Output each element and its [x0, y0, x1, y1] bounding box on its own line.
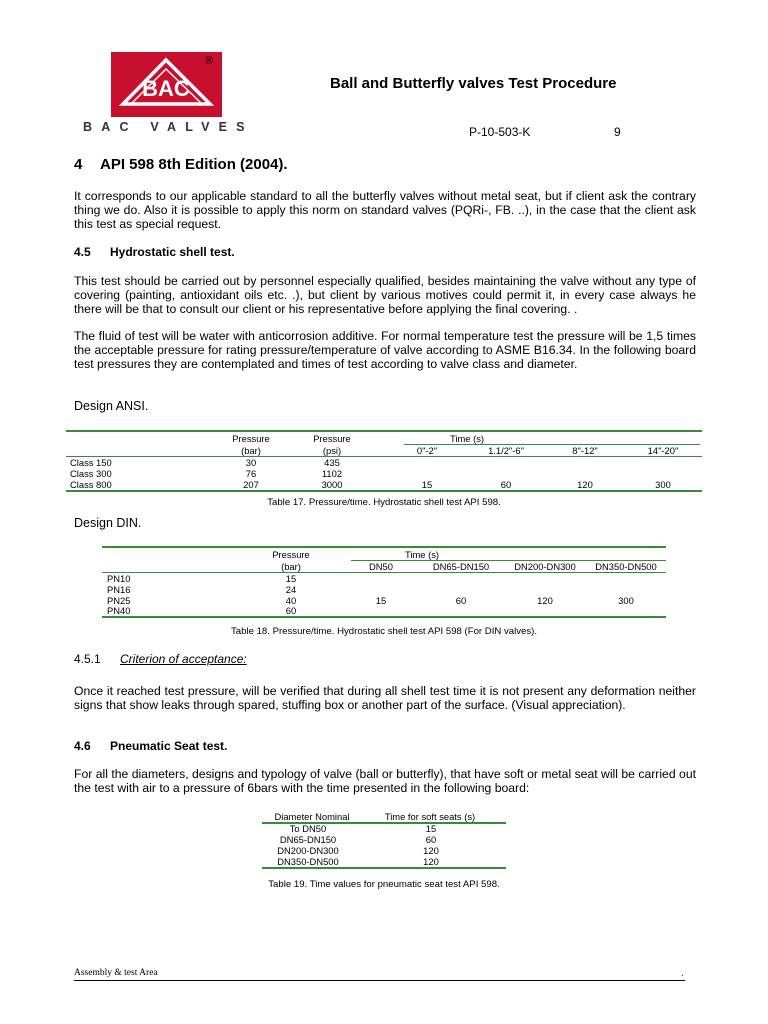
row-label: PN16: [107, 584, 131, 595]
col-subheader: 1.1/2"-6": [488, 445, 524, 456]
table-cell: DN350-DN500: [277, 856, 339, 867]
col-header: Time (s): [404, 549, 440, 560]
table-cell: 24: [285, 584, 297, 595]
table-cell: 120: [423, 856, 439, 867]
footer-rule: [74, 980, 685, 981]
row-label: Class 300: [70, 468, 112, 479]
section-4-5-paragraph-1: This test should be carried out by personnel especially qualified, besides maintaining the valve without any type of covering (painting, antioxidant oils etc. .), but client by various motives could permit it, in every case always he there will be that to consult our client or his representative before applying the final covering. .: [74, 274, 696, 316]
row-label: PN10: [107, 573, 131, 584]
table-cell: 207: [243, 479, 259, 490]
table-cell: 120: [537, 595, 553, 606]
design-ansi-label: Design ANSI.: [74, 399, 149, 413]
document-code: P-10-503-K: [469, 125, 531, 139]
table-cell: 120: [577, 479, 593, 490]
table-bottom-rule: [262, 867, 506, 869]
section-4-5-1-paragraph: Once it reached test pressure, will be verified that during all shell test time it is not present any deformation neither signs that show leaks through spared, stuffing box or another part of the surface. (Visual appreciation).: [74, 684, 696, 712]
col-header: Time (s): [449, 433, 485, 444]
col-header: Pressure: [313, 433, 351, 444]
table-cell: 3000: [321, 479, 343, 490]
col-header: Time for soft seats (s): [384, 811, 476, 822]
table-cell: 60: [500, 479, 512, 490]
section-4-intro: It corresponds to our applicable standard to all the butterfly valves without metal seat, but if client ask the contrary thing we do. Also it is possible to apply this norm on standard valves (PQRi-, FB. ..), in the case that the client ask this test as special request.: [74, 189, 696, 231]
row-label: Class 150: [70, 457, 112, 468]
table-cell: 435: [324, 457, 340, 468]
section-number: 4.5.1: [74, 652, 101, 666]
col-subheader: (bar): [281, 561, 301, 572]
table-cell: DN65-DN150: [279, 834, 337, 845]
table-cell: 15: [285, 573, 297, 584]
section-title: Hydrostatic shell test.: [110, 245, 235, 259]
col-subheader: 8"-12": [572, 445, 598, 456]
design-din-label: Design DIN.: [74, 516, 142, 530]
table-cell: 15: [375, 595, 387, 606]
section-title: Criterion of acceptance:: [120, 652, 247, 666]
table-cell: 15: [421, 479, 433, 490]
brand-name: BAC VALVES: [83, 120, 254, 134]
table-cell: 40: [285, 595, 297, 606]
col-subheader: (bar): [241, 445, 261, 456]
table-19-caption: Table 19. Time values for pneumatic seat test API 598.: [268, 879, 500, 890]
footer-text: Assembly & test Area: [74, 968, 158, 978]
table-cell: DN200-DN300: [277, 845, 339, 856]
row-label: PN40: [107, 605, 131, 616]
table-cell: 60: [455, 595, 467, 606]
table-cell: 1102: [321, 468, 343, 479]
col-subheader: 0"-2": [416, 445, 438, 456]
table-18-caption: Table 18. Pressure/time. Hydrostatic shell test API 598 (For DIN valves).: [230, 626, 538, 637]
table-cell: 15: [425, 823, 437, 834]
table-17-caption: Table 17. Pressure/time. Hydrostatic shell test API 598.: [267, 497, 501, 508]
section-4-6-paragraph: For all the diameters, designs and typology of valve (ball or butterfly), that have soft or metal seat will be carried out the test with air to a pressure of 6bars with the time presented in the following board:: [74, 767, 696, 795]
col-header: Diameter Nominal: [274, 811, 350, 822]
col-header: Pressure: [272, 549, 310, 560]
section-number: 4.5: [74, 245, 91, 259]
section-number: 4.6: [74, 739, 91, 753]
table-cell: 30: [245, 457, 257, 468]
section-4-5-paragraph-2: The fluid of test will be water with anticorrosion additive. For normal temperature test the pressure will be 1,5 times the acceptable pressure for rating pressure/temperature of valve according to ASME B16.34. In the following board test pressures they are contemplated and times of test according to valve class and diameter.: [74, 329, 696, 371]
col-subheader: DN50: [369, 561, 393, 572]
col-subheader: (psi): [322, 445, 342, 456]
col-subheader: DN65-DN150: [432, 561, 490, 572]
section-number: 4: [74, 156, 83, 173]
row-label: Class 800: [70, 479, 112, 490]
section-title: Pneumatic Seat test.: [110, 739, 228, 753]
section-title: API 598 8th Edition (2004).: [100, 156, 288, 173]
table-cell: 300: [655, 479, 671, 490]
table-cell: 120: [423, 845, 439, 856]
table-cell: 60: [285, 605, 297, 616]
table-cell: To DN50: [289, 823, 327, 834]
col-subheader: DN350-DN500: [595, 561, 657, 572]
table-cell: 76: [245, 468, 257, 479]
document-title: Ball and Butterfly valves Test Procedure: [330, 75, 617, 92]
table-cell: 60: [425, 834, 437, 845]
page-number: 9: [614, 125, 621, 139]
col-header: Pressure: [232, 433, 270, 444]
col-subheader: DN200-DN300: [514, 561, 576, 572]
registered-mark: ®: [205, 55, 214, 67]
logo-text: BAC: [142, 76, 190, 101]
col-subheader: 14"-20": [647, 445, 679, 456]
table-cell: 300: [618, 595, 634, 606]
footer-dot: .: [681, 968, 684, 979]
row-label: PN25: [107, 595, 131, 606]
